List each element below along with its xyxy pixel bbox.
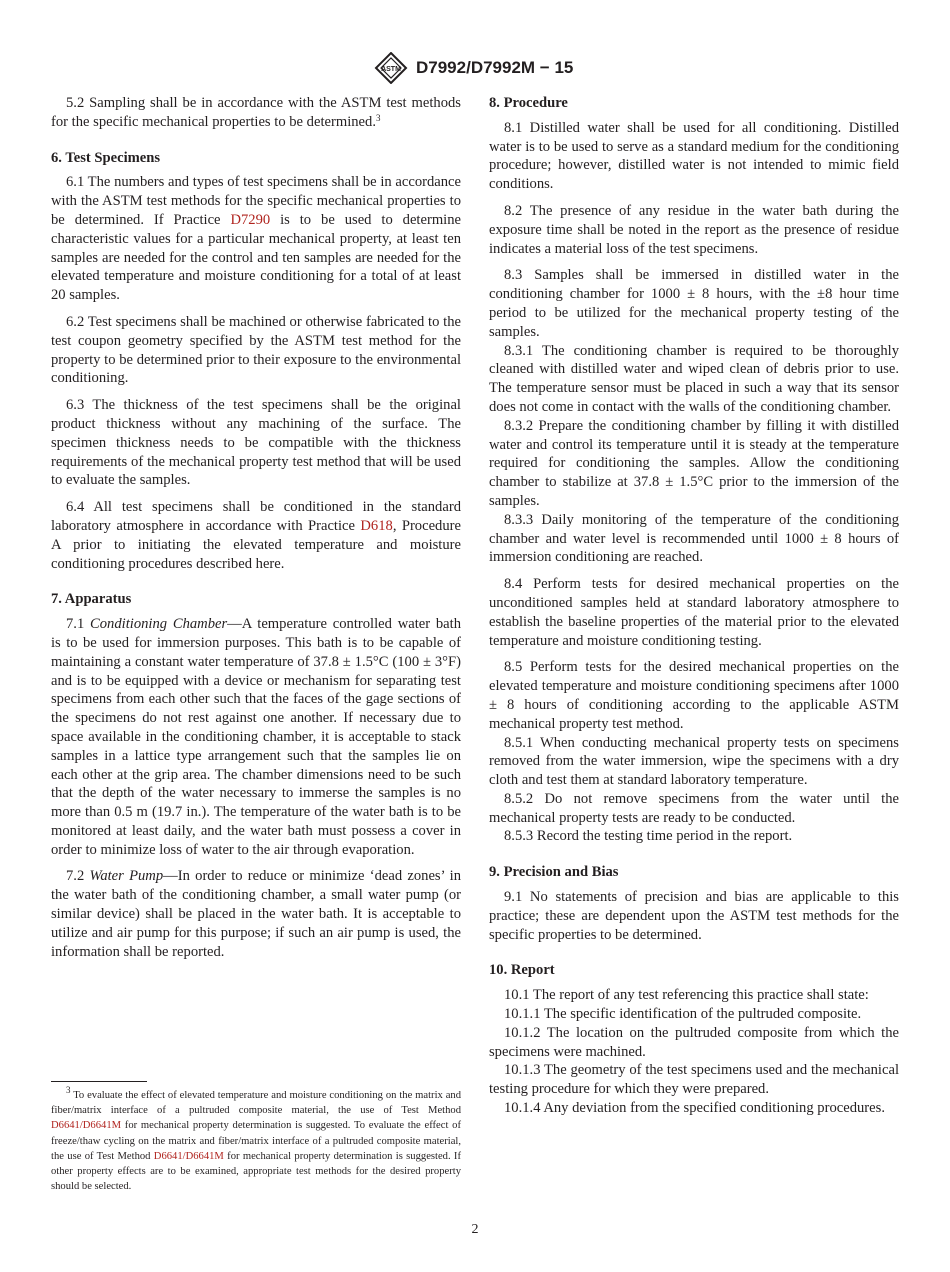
footnote-divider: [51, 1081, 147, 1082]
footnote-3: $^3$ To evaluate the effect of elevated temperature and moisture conditioning on the matrix and fiber/matrix interface of a pultruded composite material, the use of Test Method D6641/D6641M for mechanical property determination is suggested. To evaluate the effect of freeze/thaw cycling on the matrix and fiber/matrix interface of a pultruded composite material, the use of Test Method D6641/D6641M for mechanical property determination is suggested. If other property effects are to be examined, appropriate test methods for the desired property should be selected.: [51, 1085, 461, 1193]
astm-logo: [372, 52, 410, 84]
paragraph-10-1-4: 10.1.4 Any deviation from the specified conditioning procedures.: [504, 1100, 885, 1117]
right-column: [489, 94, 899, 1118]
paragraph-9-1: 9.1 No statements of precision and bias are applicable to this practice; these are dependent upon the ASTM test methods for the specific properties to be determined.: [489, 889, 899, 943]
paragraph-5-2: 5.2 Sampling shall be in accordance with the ASTM test methods for the specific mechanical properties to be determined.$^3$: [51, 95, 461, 130]
paragraph-8-3: 8.3 Samples shall be immersed in distilled water in the conditioning chamber for 1000 ± 8 hours, with the ±8 hour time period to be utilized for the mechanical property testing of the samples.: [489, 267, 899, 340]
page-header: [0, 52, 950, 84]
paragraph-6-1: 6.1 The numbers and types of test specimens shall be in accordance with the ASTM test methods for the specific mechanical properties to be determined. If Practice D7290 is to be used to determine characteristic values for a particular mechanical property, at least ten samples are needed for the control and ten samples are needed for the elevated temperature and moisture conditioning for a total of at least 20 samples.: [51, 174, 461, 304]
paragraph-10-1-1: 10.1.1 The specific identification of the pultruded composite.: [504, 1006, 862, 1023]
paragraph-8-3-2: 8.3.2 Prepare the conditioning chamber by filling it with distilled water and control its temperature until it is steady at the temperature required for conditioning the samples. Allow the conditioning chamber to stabilize at 37.8 ± 1.5°C prior to the immersion of the samples.: [489, 417, 899, 509]
paragraph-8-5: 8.5 Perform tests for the desired mechanical properties on the elevated temperature and moisture conditioning specimens after 1000 ± 8 hours of conditioning according to the applicable ASTM mechanical property test method.: [489, 659, 899, 732]
paragraph-8-1: 8.1 Distilled water shall be used for all conditioning. Distilled water is to be used to serve as a standard medium for the conditioning procedure; however, distilled water is not intended to mimic field conditions.: [489, 119, 899, 193]
section-6-heading: 6. Test Specimens: [51, 149, 161, 166]
ref-link-d7290[interactable]: D7290: [230, 211, 271, 228]
paragraph-10-1-2: 10.1.2 The location on the pultruded composite from which the specimens were machined.: [489, 1024, 899, 1060]
left-column: [51, 94, 461, 961]
section-7-heading: 7. Apparatus: [51, 591, 132, 608]
ref-link-d6641[interactable]: D6641/D6641M: [51, 1120, 122, 1132]
paragraph-6-3: 6.3 The thickness of the test specimens shall be the original product thickness without any machining of the surface. The specimen thickness needs to be compatible with the thickness requirements of the mechanical property test method that will be used to evaluate the samples.: [51, 397, 461, 489]
paragraph-6-4: 6.4 All test specimens shall be conditioned in the standard laboratory atmosphere in accordance with Practice D618, Procedure A prior to initiating the elevated temperature and moisture conditioning procedures described here.: [51, 499, 461, 572]
astm-logo-text: ASTM: [381, 66, 401, 73]
page-number: 2: [471, 1222, 479, 1237]
footnote-ref-3[interactable]: 3: [375, 112, 381, 123]
paragraph-7-2: 7.2 Water Pump—In order to reduce or minimize ‘dead zones’ in the water bath of the conditioning chamber, a small water pump (or similar device) shall be placed in the water bath. It is acceptable to utilize and air pump for this purpose; if such an air pump is used, the information shall be reported.: [51, 868, 461, 960]
paragraph-8-3-3: 8.3.3 Daily monitoring of the temperature of the conditioning chamber and water level is recommended until 1000 ± 8 hours of immersion conditioning are reached.: [489, 511, 899, 566]
ref-link-d6641-second[interactable]: D6641/D6641M: [153, 1150, 224, 1162]
ref-link-d618[interactable]: D618: [360, 517, 393, 534]
document-designation: D7992/D7992M − 15: [416, 58, 574, 77]
paragraph-8-5-3: 8.5.3 Record the testing time period in the report.: [504, 828, 793, 845]
section-9-heading: 9. Precision and Bias: [489, 864, 619, 881]
section-10-heading: 10. Report: [489, 962, 555, 979]
paragraph-7-1: 7.1 Conditioning Chamber—A temperature controlled water bath is to be used for immersion purposes. This bath is to be capable of maintaining a constant water temperature of 37.8 ± 1.5°C (100 ± 3°F) and is to be equipped with a device or mechanism for separating test specimens from each other such that the faces of the gage sections of the specimens do not rest against one another. If necessary due to space available in the conditioning chamber, it is acceptable to stack samples in a lattice type arrangement such that the samples lie on each other at the grip area. The chamber dimensions need to be such that the depth of the water necessary to immerse the samples is no more than 0.5 m (19.7 in.). The temperature of the water bath is to be monitored at least daily, and the water bath must possess a cover in order to minimize loss of water to the air through evaporation.: [51, 616, 462, 858]
paragraph-8-3-1: 8.3.1 The conditioning chamber is required to be thoroughly cleaned with distilled water and wiped clean of debris prior to use. The temperature sensor must be placed in such a way that its sensor does not come in contact with the walls of the conditioning chamber.: [489, 342, 899, 415]
section-8-heading: 8. Procedure: [489, 95, 568, 111]
paragraph-8-5-1: 8.5.1 When conducting mechanical property tests on specimens removed from the water immersion, wipe the specimens with a dry cloth and test them at standard laboratory temperature.: [489, 734, 899, 789]
paragraph-10-1: 10.1 The report of any test referencing this practice shall state:: [504, 987, 869, 1004]
paragraph-10-1-3: 10.1.3 The geometry of the test specimens used and the mechanical testing procedure for which they were prepared.: [489, 1062, 899, 1098]
paragraph-8-5-2: 8.5.2 Do not remove specimens from the water until the mechanical property tests are ready to be conducted.: [489, 790, 899, 826]
footnote-mark: 3: [66, 1085, 71, 1095]
paragraph-8-4: 8.4 Perform tests for desired mechanical properties on the unconditioned samples held at standard laboratory atmosphere to establish the baseline properties of the material prior to the elevated temperature and moisture conditioning testing.: [489, 576, 899, 649]
paragraph-6-2: 6.2 Test specimens shall be machined or otherwise fabricated to the test coupon geometry specified by the ASTM test method for the property to be determined prior to their exposure to the environmental conditioning.: [51, 313, 461, 387]
paragraph-8-2: 8.2 The presence of any residue in the water bath during the exposure time shall be noted in the report as the presence of residue indicates a material loss of the test specimens.: [489, 202, 899, 257]
